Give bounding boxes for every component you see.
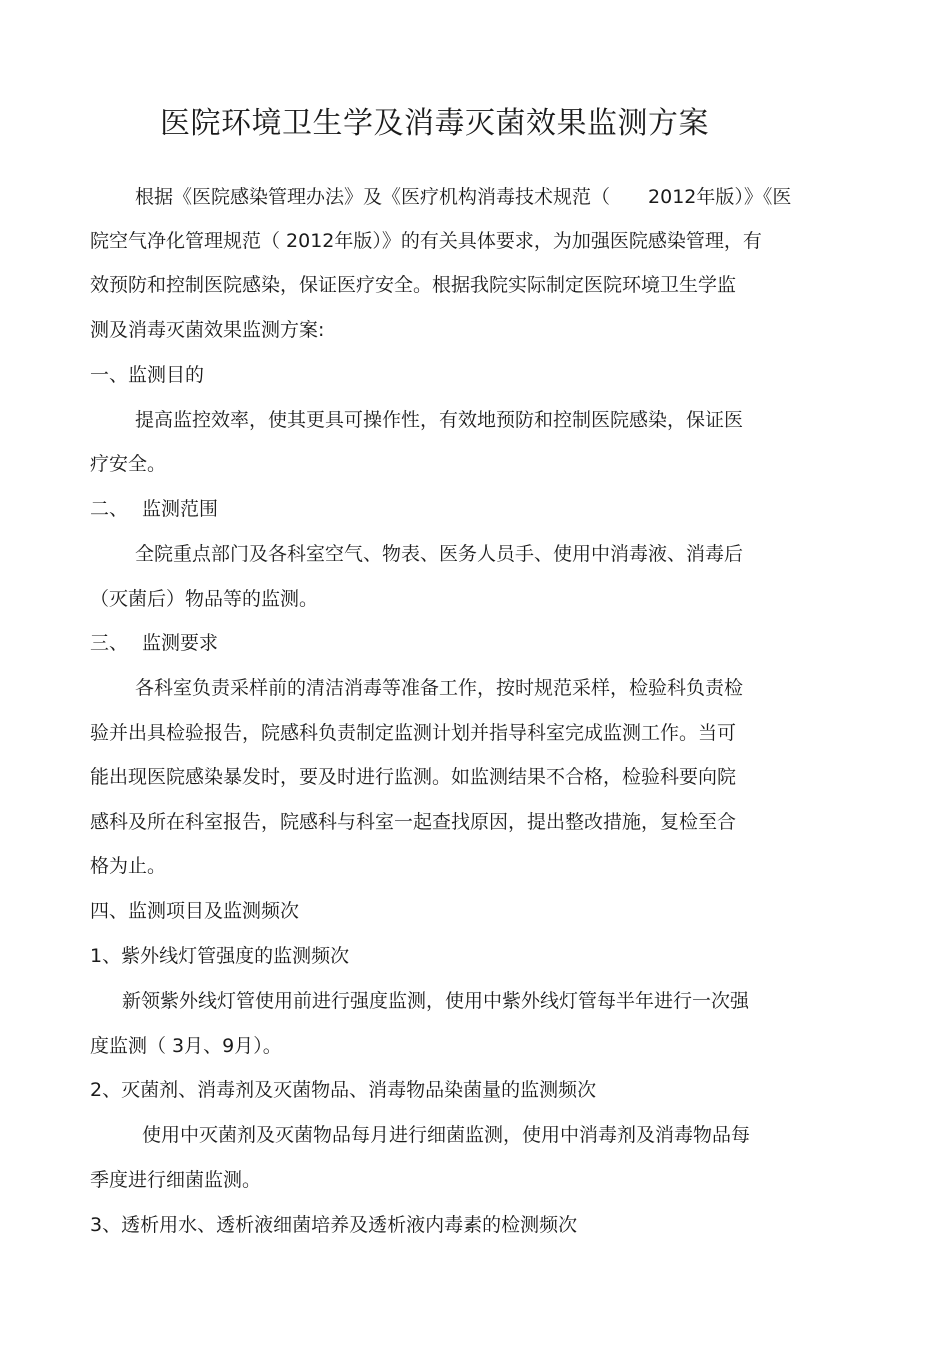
intro-line-1a: 根据《医院感染管理办法》及《医疗机构消毒技术规范（ — [135, 186, 611, 208]
section-4-heading: 四、监测项目及监测频次 — [90, 900, 300, 922]
document-title: 医院环境卫生学及消毒灭菌效果监测方案 — [160, 106, 709, 141]
item-1-para-1: 新领紫外线灯管使用前进行强度监测，使用中紫外线灯管每半年进行一次强 — [122, 990, 750, 1012]
intro-line-1 — [135, 183, 791, 211]
item-2-para-1: 使用中灭菌剂及灭菌物品每月进行细菌监测，使用中消毒剂及消毒物品每 — [142, 1124, 751, 1146]
intro-line-4: 测及消毒灭菌效果监测方案: — [90, 319, 325, 341]
section-2-number: 二、 — [90, 498, 129, 520]
section-2-para-2: （灭菌后）物品等的监测。 — [90, 588, 319, 610]
section-2-title: 监测范围 — [142, 498, 219, 520]
intro-line-3: 效预防和控制医院感染，保证医疗安全。根据我院实际制定医院环境卫生学监 — [90, 274, 737, 296]
item-1-heading: 1、紫外线灯管强度的监测频次 — [90, 945, 350, 967]
section-3-title: 监测要求 — [142, 632, 219, 654]
section-2-heading — [90, 495, 218, 523]
intro-line-1b: 2012年版）》《医 — [648, 186, 792, 208]
section-1-heading: 一、监测目的 — [90, 364, 205, 386]
item-2-heading: 2、灭菌剂、消毒剂及灭菌物品、消毒物品染菌量的监测频次 — [90, 1079, 597, 1101]
section-3-para-2: 验并出具检验报告，院感科负责制定监测计划并指导科室完成监测工作。当可 — [90, 722, 737, 744]
item-1-para-2: 度监测（ 3月、9月）。 — [90, 1035, 282, 1057]
section-3-para-4: 感科及所在科室报告，院感科与科室一起查找原因，提出整改措施，复检至合 — [90, 811, 737, 833]
section-3-para-3: 能出现医院感染暴发时，要及时进行监测。如监测结果不合格，检验科要向院 — [90, 766, 737, 788]
section-1-para-2: 疗安全。 — [90, 453, 167, 475]
section-3-heading — [90, 629, 218, 657]
item-3-heading: 3、透析用水、透析液细菌培养及透析液内毒素的检测频次 — [90, 1214, 578, 1236]
section-2-para-1: 全院重点部门及各科室空气、物表、医务人员手、使用中消毒液、消毒后 — [135, 543, 744, 565]
section-3-para-1: 各科室负责采样前的清洁消毒等准备工作，按时规范采样，检验科负责检 — [135, 677, 744, 699]
section-1-para-1: 提高监控效率，使其更具可操作性，有效地预防和控制医院感染，保证医 — [135, 409, 744, 431]
section-3-number: 三、 — [90, 632, 129, 654]
section-3-para-5: 格为止。 — [90, 855, 167, 877]
item-2-para-2: 季度进行细菌监测。 — [90, 1169, 262, 1191]
intro-line-2: 院空气净化管理规范（ 2012年版）》的有关具体要求，为加强医院感染管理，有 — [90, 230, 762, 252]
